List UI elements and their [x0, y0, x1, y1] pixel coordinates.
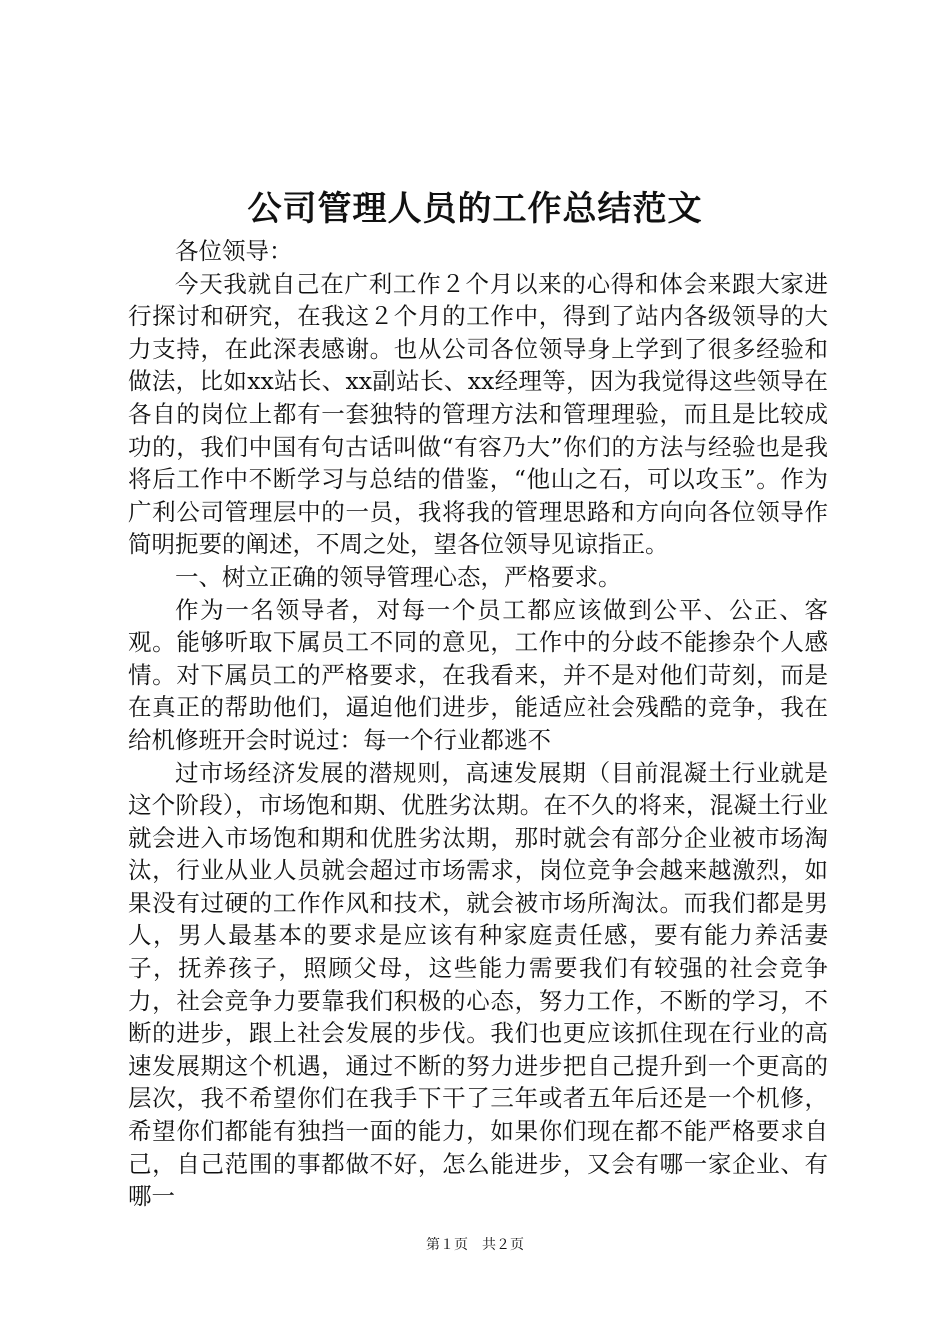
- intro-paragraph: 今天我就自己在广利工作２个月以来的心得和体会来跟大家进行探讨和研究，在我这２个月的工作中，得到了站内各级领导的大力支持，在此深表感谢。也从公司各位领导身上学到了很多经验和做法，比如xx站长、xx副站长、xx经理等，因为我觉得这些领导在各自的岗位上都有一套独特的管理方法和管理理验，而且是比较成功的，我们中国有句古话叫做“有容乃大”你们的方法与经验也是我将后工作中不断学习与总结的借鉴，“他山之石，可以攻玉”。作为广利公司管理层中的一员，我将我的管理思路和方向向各位领导作简明扼要的阐述，不周之处，望各位领导见谅指正。: [128, 269, 828, 559]
- body-paragraph: 过市场经济发展的潜规则，高速发展期（目前混凝土行业就是这个阶段），市场饱和期、优胜劣汰期。在不久的将来，混凝土行业就会进入市场饱和期和优胜劣汰期，那时就会有部分企业被市场淘汰，行业从业人员就会超过市场需求，岗位竞争会越来越激烈，如果没有过硬的工作作风和技术，就会被市场所淘汰。而我们都是男人，男人最基本的要求是应该有种家庭责任感，要有能力养活妻子，抚养孩子，照顾父母，这些能力需要我们有较强的社会竞争力，社会竞争力要靠我们积极的心态，努力工作，不断的学习，不断的进步，跟上社会发展的步伐。我们也更应该抓住现在行业的高速发展期这个机遇，通过不断的努力进步把自己提升到一个更高的层次，我不希望你们在我手下干了三年或者五年后还是一个机修，希望你们都能有独挡一面的能力，如果你们现在都不能严格要求自己，自己范围的事都做不好，怎么能进步，又会有哪一家企业、有哪一: [128, 758, 828, 1211]
- document-title: 公司管理人员的工作总结范文: [247, 189, 703, 229]
- body-paragraph: 作为一名领导者，对每一个员工都应该做到公平、公正、客观。能够听取下属员工不同的意见，工作中的分歧不能掺杂个人感情。对下属员工的严格要求，在我看来，并不是对他们苛刻，而是在真正的帮助他们，逼迫他们进步，能适应社会残酷的竞争，我在给机修班开会时说过：每一个行业都逃不: [128, 595, 828, 754]
- page-number-footer: 第１页 共２页: [426, 1237, 524, 1253]
- document-body: [128, 235, 828, 1213]
- salutation: 各位领导：: [175, 237, 293, 265]
- section-heading: 一、树立正确的领导管理心态，严格要求。: [175, 562, 622, 591]
